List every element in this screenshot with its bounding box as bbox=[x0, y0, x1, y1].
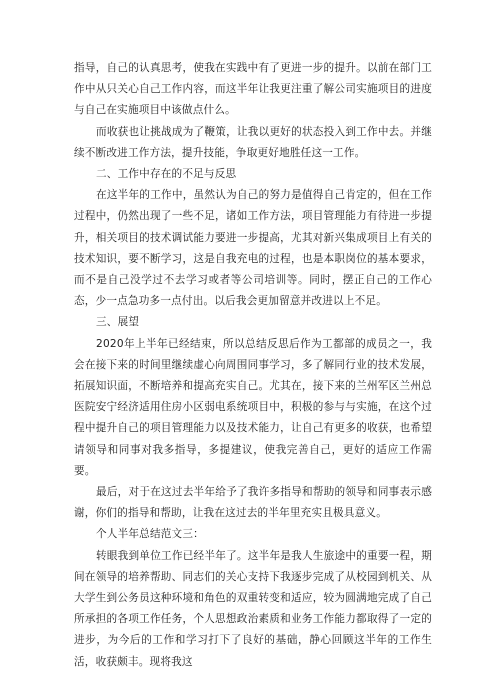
document-body bbox=[74, 58, 432, 673]
paragraph-shortcomings: 在这半年的工作中，虽然认为自己的努力是值得自己肯定的，但在工作过程中，仍然出现了一些不足，诸如工作方法，项目管理能力有待进一步提升，相关项目的技术调试能力要进一步提高，尤其对新兴集成项目上有关的技术知识，要不断学习，这是自我充电的过程，也是本职岗位的基本要求，而不是自己没学过不去学习或者等公司培训等。同时，摆正自己的工作心态，少一点急功多一点付出。以后我会更加留意并改进以上不足。 bbox=[74, 189, 432, 308]
paragraph-continuation: 指导，自己的认真思考，使我在实践中有了更进一步的提升。以前在部门工作中从只关心自己工作内容，而这半年让我更注重了解公司实施项目的进度与自己在实施项目中该做点什么。 bbox=[74, 62, 432, 117]
paragraph-thanks: 最后，对于在这过去半年给予了我许多指导和帮助的领导和同事表示感谢，你们的指导和帮助，让我在这过去的半年里充实且极具意义。 bbox=[74, 486, 432, 520]
paragraph-outlook: 2020年上半年已经结束，所以总结反思后作为工都部的成员之一，我会在接下来的时间里继续虚心向周围同事学习，多了解同行业的技术发展，拓展知识面，不断培养和提高充实自己。尤其在，接下来的兰州军区兰州总医院安宁经济适用住房小区弱电系统项目中，积极的参与与实施，在这个过程中提升自己的项目管理能力以及技术能力，让自己有更多的收获，也希望请领导和同事对我多指导，多提建议，使我完善自己，更好的适应工作需要。 bbox=[74, 337, 432, 477]
section-heading-shortcomings: 二、工作中存在的不足与反思 bbox=[96, 168, 237, 181]
section-heading-sample-three: 个人半年总结范文三： bbox=[96, 528, 204, 541]
paragraph-challenge: 而收获也让挑战成为了鞭策，让我以更好的状态投入到工作中去。并继续不断改进工作方法，提升技能，争取更好地胜任这一工作。 bbox=[74, 125, 432, 159]
paragraph-sample-three: 转眼我到单位工作已经半年了。这半年是我人生旅途中的重要一程，期间在领导的培养帮助、同志们的关心支持下我逐步完成了从校园到机关、从大学生到公务员这种环境和角色的双重转变和适应，较为圆满地完成了自己所承担的各项工作任务，个人思想政治素质和业务工作能力都取得了一定的进步，为今后的工作和学习打下了良好的基础，静心回顾这半年的工作生活，收获颇丰。现将我这 bbox=[74, 549, 432, 668]
section-heading-outlook: 三、展望 bbox=[96, 316, 140, 329]
